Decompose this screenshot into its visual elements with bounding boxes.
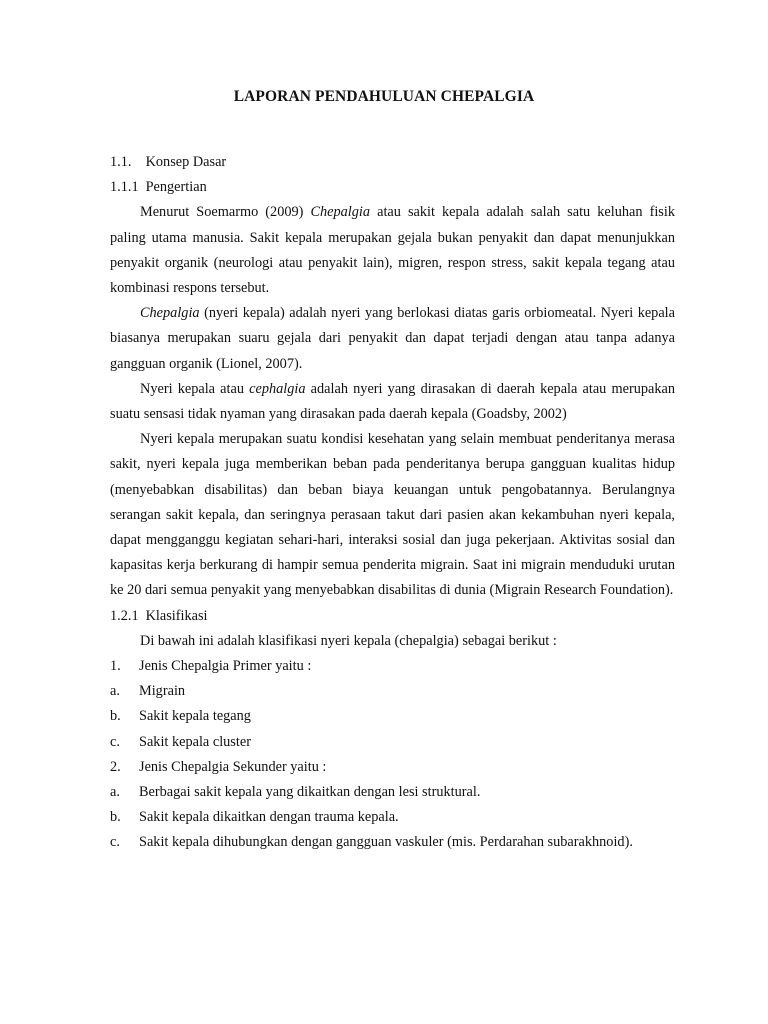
list-marker: c.	[110, 733, 120, 750]
list-item	[110, 805, 675, 830]
section-label: Konsep Dasar	[145, 154, 227, 170]
list-marker: b.	[110, 708, 121, 725]
list-item	[110, 704, 675, 729]
paragraph-definition-2: Chepalgia (nyeri kepala) adalah nyeri yang berlokasi diatas garis orbiomeatal. Nyeri kepala biasanya merupakan suaru gejala dari penyakit dan dapat terjadi dengan atau tanpa adanya gangguan organik (Lionel, 2007).	[110, 305, 675, 372]
page-title: LAPORAN PENDAHULUAN CHEPALGIA	[233, 88, 535, 105]
list-item	[110, 830, 675, 855]
list-marker: b.	[110, 809, 121, 826]
classification-list	[110, 654, 675, 856]
list-text: Sakit kepala cluster	[139, 733, 251, 750]
paragraph-definition-3: Nyeri kepala atau cephalgia adalah nyeri yang dirasakan di daerah kepala atau merupakan suatu sensasi tidak nyaman yang dirasakan pada daerah kepala (Goadsby, 2002)	[110, 380, 675, 422]
list-text: Jenis Chepalgia Primer yaitu :	[139, 658, 312, 675]
list-item	[110, 755, 675, 780]
section-number: 1.1.	[110, 154, 132, 170]
list-item	[110, 730, 675, 755]
list-item	[110, 780, 675, 805]
list-item	[110, 654, 675, 679]
list-item	[110, 679, 675, 704]
list-marker: a.	[110, 683, 120, 700]
list-text: Sakit kepala dihubungkan dengan gangguan vaskuler (mis. Perdarahan subarakhnoid).	[139, 834, 633, 851]
list-text: Sakit kepala tegang	[139, 708, 251, 725]
paragraph-definition-1: Menurut Soemarmo (2009) Chepalgia atau sakit kepala adalah salah satu keluhan fisik paling utama manusia. Sakit kepala merupakan gejala bukan penyakit dan dapat menunjukkan penyakit organik (neurologi atau penyakit lain), migren, respon stress, sakit kepala tegang atau kombinasi respons tersebut.	[110, 204, 675, 296]
list-marker: a.	[110, 783, 120, 800]
subsection-number: 1.2.1	[110, 607, 139, 624]
subsection-heading	[110, 175, 675, 200]
subsection-number: 1.1.1	[110, 179, 139, 196]
classification-intro: Di bawah ini adalah klasifikasi nyeri kepala (chepalgia) sebagai berikut :	[140, 632, 557, 649]
list-marker: 1.	[110, 658, 121, 675]
subsection-heading	[110, 604, 675, 629]
list-text: Sakit kepala dikaitkan dengan trauma kepala.	[139, 809, 399, 826]
list-marker: c.	[110, 834, 120, 851]
list-marker: 2.	[110, 758, 121, 775]
subsection-label: Pengertian	[145, 179, 207, 196]
subsection-label: Klasifikasi	[145, 607, 208, 624]
list-text: Migrain	[139, 683, 186, 700]
list-text: Berbagai sakit kepala yang dikaitkan dengan lesi struktural.	[139, 783, 481, 800]
document-body	[110, 150, 675, 856]
list-text: Jenis Chepalgia Sekunder yaitu :	[139, 758, 327, 775]
paragraph-burden: Nyeri kepala merupakan suatu kondisi kesehatan yang selain membuat penderitanya merasa sakit, nyeri kepala juga memberikan beban pada penderitanya berupa gangguan kualitas hidup (menyebabkan disabilitas) dan beban biaya keuangan untuk pengobatannya. Berulangnya serangan sakit kepala, dan seringnya perasaan takut dari pasien akan kekambuhan nyeri kepala, dapat mengganggu kegiatan sehari-hari, interaksi sosial dan juga pekerjaan. Aktivitas sosial dan kapasitas kerja berkurang di hampir semua penderita migrain. Saat ini migrain menduduki urutan ke 20 dari semua penyakit yang menyebabkan disabilitas di dunia (Migrain Research Foundation).	[110, 431, 675, 599]
section-heading	[110, 150, 675, 175]
